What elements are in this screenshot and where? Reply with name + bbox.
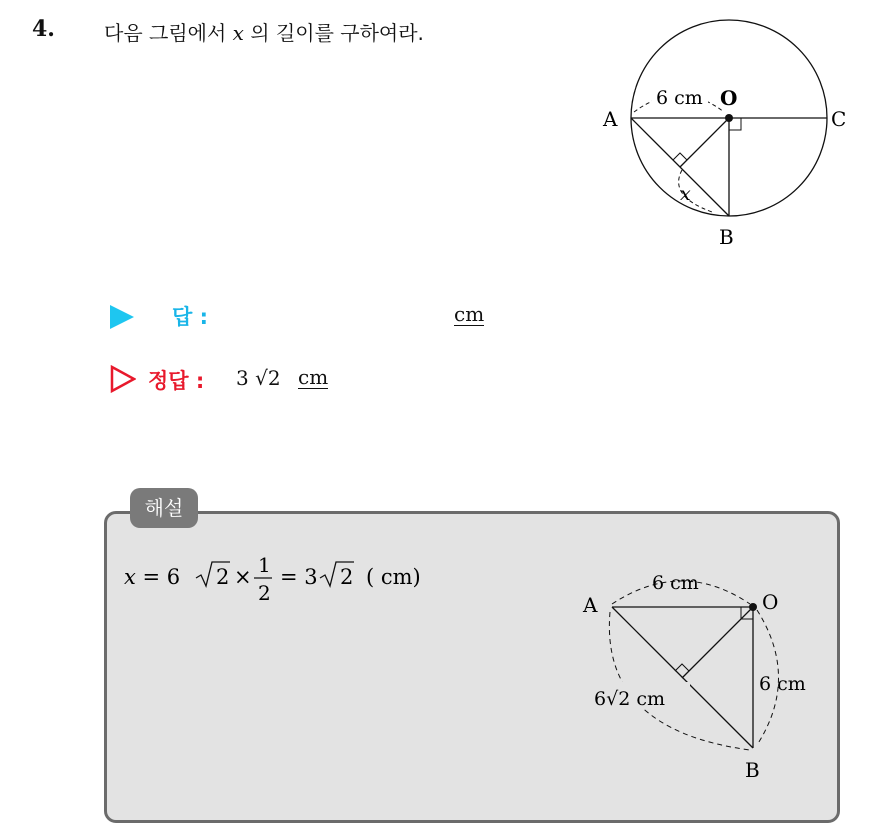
circle-figure — [596, 10, 856, 250]
right-angle-m — [675, 664, 689, 671]
sol-label-ao: 6 cm — [652, 572, 699, 594]
solution-formula — [120, 548, 440, 612]
answer-unit: cm — [454, 302, 485, 326]
sol-label-a: A — [583, 593, 598, 617]
center-point — [749, 603, 757, 611]
arc-ab — [609, 612, 750, 750]
answer-arrow-icon — [110, 305, 134, 329]
svg-text:×: × — [234, 565, 252, 589]
question-text — [104, 17, 424, 46]
label-x: x — [680, 183, 691, 205]
solution-tag: 해설 — [130, 488, 198, 528]
svg-text:2: 2 — [216, 565, 230, 589]
correct-unit: cm — [298, 365, 329, 389]
sol-label-ob: 6 cm — [759, 673, 806, 695]
right-angle-m — [673, 153, 687, 160]
perpendicular-om — [682, 607, 753, 678]
svg-text:2: 2 — [258, 581, 271, 605]
question-number: 4. — [32, 16, 55, 42]
label-a: A — [603, 107, 618, 131]
correct-value: 3 √2 — [236, 366, 281, 390]
label-c: C — [831, 107, 847, 131]
svg-text:x = 6: x = 6 — [124, 565, 181, 589]
answer-label: 답 : — [172, 305, 208, 329]
label-b: B — [719, 225, 734, 249]
sol-label-o: O — [762, 590, 779, 614]
svg-text:2: 2 — [340, 565, 354, 589]
question-text-after: 의 길이를 구하여라. — [243, 21, 424, 45]
svg-text:1: 1 — [258, 553, 271, 577]
label-o: O — [720, 86, 738, 110]
svg-text:= 3: = 3 — [280, 565, 318, 589]
label-radius: 6 cm — [656, 87, 703, 109]
sol-label-ab: 6√2 cm — [594, 688, 665, 710]
correct-arrow-icon — [110, 365, 136, 393]
solution-figure — [570, 568, 820, 788]
correct-label: 정답 : — [148, 369, 205, 393]
svg-text:( cm): ( cm) — [366, 565, 421, 589]
sol-label-b: B — [745, 758, 760, 782]
question-text-before: 다음 그림에서 — [104, 21, 233, 45]
center-point — [725, 114, 733, 122]
question-variable: x — [232, 21, 244, 45]
